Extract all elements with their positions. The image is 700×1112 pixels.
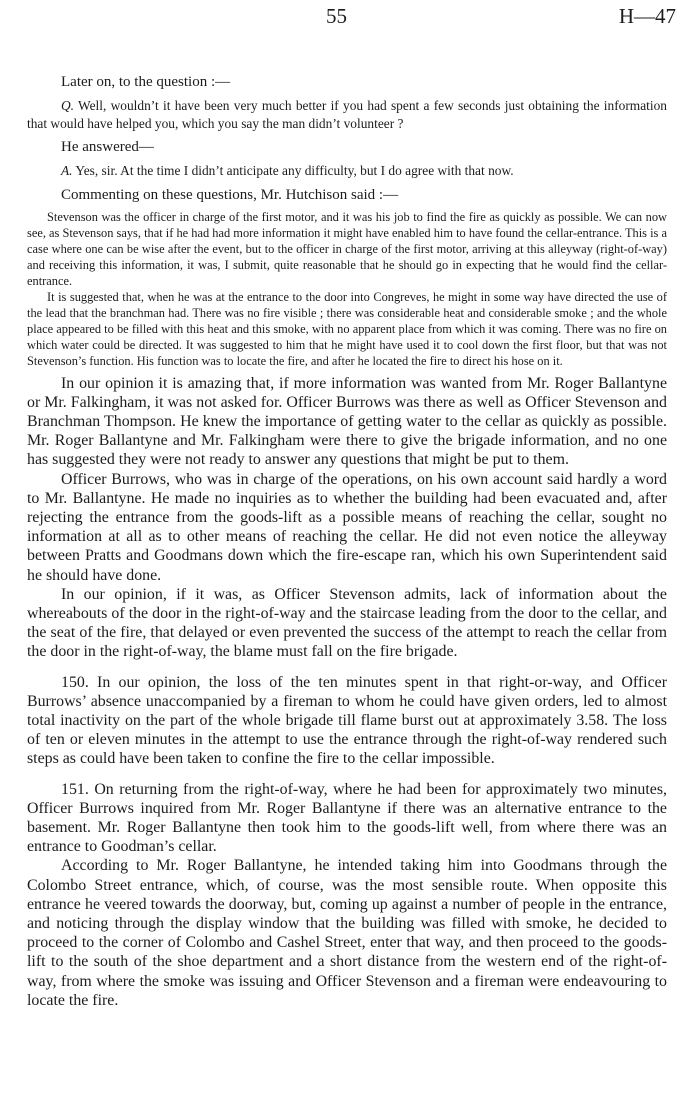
page-body (27, 72, 667, 1010)
opinion-paragraph-3: In our opinion, if it was, as Officer Stevenson admits, lack of information about the whereabouts of the door in the right-of-way and the staircase leading from the door to the cellar, and the seat of the fire, that delayed or even prevented the success of the attempt to reach the cellar from the door in the right-of-way, the blame must fall on the fire brigade. (27, 585, 667, 661)
opinion-paragraph-1: In our opinion it is amazing that, if more information was wanted from Mr. Roger Ballantyne or Mr. Falkingham, it was not asked for. Officer Burrows was there as well as Officer Stevenson and Branchman Thompson. He knew the importance of getting water to the cellar as quickly as possible. Mr. Roger Ballantyne and Mr. Falkingham were there to give the brigade information, and no one has suggested they were not ready to answer any questions that might be put to them. (27, 374, 667, 469)
answer-text: Yes, sir. At the time I didn’t anticipate any difficulty, but I do agree with that now. (72, 163, 514, 178)
document-series-number: H—47 (618, 4, 676, 28)
page-number: 55 (326, 4, 347, 28)
page-header (0, 2, 700, 38)
paragraph-151: 151. On returning from the right-of-way, where he had been for approximately two minutes, Officer Burrows inquired from Mr. Roger Ballantyne if there was an alternative entrance to the basement. Mr. Roger Ballantyne then took him to the goods-lift well, from where there was an entrance to Goodman’s cellar. (27, 780, 667, 856)
answer-intro: He answered— (61, 139, 154, 155)
answer-paragraph (27, 162, 667, 180)
question-text: Well, wouldn’t it have been very much better if you had spent a few seconds just obtaining the information that would have helped you, which you say the man didn’t volunteer ? (27, 98, 667, 131)
opinion-paragraph-2: Officer Burrows, who was in charge of the operations, on his own account said hardly a word to Mr. Ballantyne. He made no inquiries as to whether the building had been evacuated and, after rejecting the entrance from the goods-lift as a possible means of reaching the cellar, sought no information at all as to other means of reaching the cellar. He did not even notice the alleyway between Pratts and Goodmans down which the fire-escape ran, which his own Superintendent said he should have done. (27, 470, 667, 584)
intro-line: Later on, to the question :— (61, 74, 231, 90)
paragraph-150: 150. In our opinion, the loss of the ten minutes spent in that right-or-way, and Officer Burrows’ absence unaccompanied by a fireman to whom he could have given orders, led to almost total inactivity on the part of the whole brigade till flame burst out at approximately 3.58. The loss of ten or eleven minutes in the attempt to use the entrance through the right-of-way rendered such steps as could have been taken to confine the fire to the cellar impossible. (27, 673, 667, 768)
commenting-line: Commenting on these questions, Mr. Hutchison said :— (61, 186, 399, 203)
question-label: Q. (61, 98, 75, 113)
paragraph-151-continued: According to Mr. Roger Ballantyne, he intended taking him into Goodmans through the Colombo Street entrance, which, of course, was the most sensible route. When opposite this entrance he veered towards the doorway, but, coming up against a number of people in the entrance, and noticing through the display window that the building was filled with smoke, he decided to proceed to the corner of Colombo and Cashel Street, enter that way, and then proceed to the goods-lift to the south of the shoe department and a short distance from the western end of the right-of-way, from where the smoke was issuing and Officer Stevenson and a fireman were endeavouring to locate the fire. (27, 857, 667, 1009)
question-paragraph (27, 97, 667, 132)
quoted-paragraph-2: It is suggested that, when he was at the entrance to the door into Congreves, he might in some way have directed the use of the lead that the branchman had. There was no fire visible ; there was considerable heat and considerable smoke ; and the whole place appeared to be filled with this heat and this smoke, with no apparent place from which it was coming. There was no fire on which water could be directed. It was suggested to him that he might have used it to cool down the first floor, but that was not Stevenson’s function. His function was to locate the fire, and after he located the fire to direct his hose on it. (27, 289, 667, 368)
answer-label: A. (61, 163, 73, 178)
quoted-paragraph-1: Stevenson was the officer in charge of the first motor, and it was his job to find the fire as quickly as possible. We can now see, as Stevenson says, that if he had had more information it might have enabled him to have found the cellar-entrance. This is a case where one can be wise after the event, but to the officer in charge of the first motor, arriving at this alleyway (right-of-way) and receiving this information, it was, I submit, quite reasonable that he should go in expecting that he would find the cellar-entrance. (27, 209, 667, 288)
